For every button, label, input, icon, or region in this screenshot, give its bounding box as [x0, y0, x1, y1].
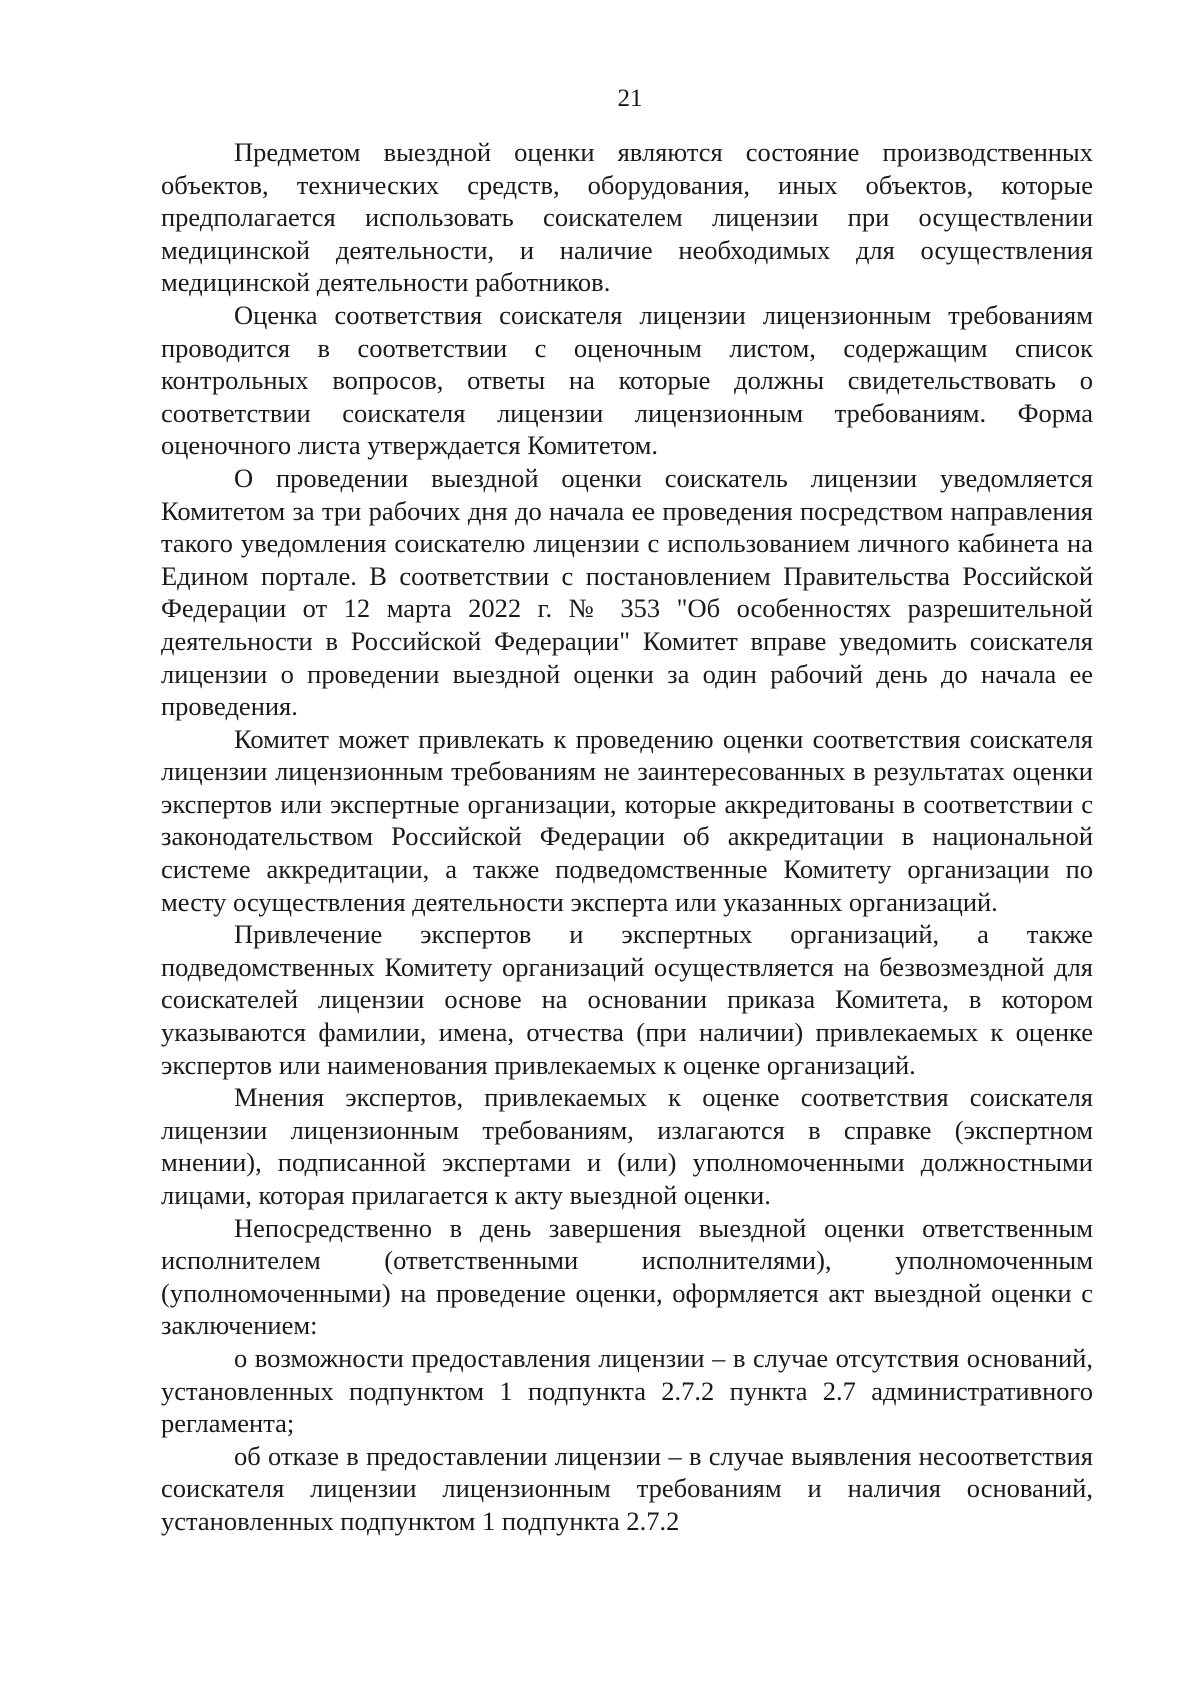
paragraph-notification: О проведении выездной оценки соискатель лицензии уведомляется Комитетом за три рабочих дня до начала ее проведения посредством направления такого уведомления соискателю лицензии с использованием личного кабинета на Едином портале. В соответствии с постановлением Правительства Российской Федерации от 12 марта 2022 г. № 353 "Об особенностях разрешительной деятельности в Российской Федерации" Комитет вправе уведомить соискателя лицензии о проведении выездной оценки за один рабочий день до начала ее проведения.: [161, 462, 1093, 722]
document-body: [161, 136, 1093, 1538]
page-number: 21: [617, 85, 643, 112]
paragraph-evaluation-sheet: Оценка соответствия соискателя лицензии лицензионным требованиям проводится в соответствии с оценочным листом, содержащим список контрольных вопросов, ответы на которые должны свидетельствовать о соответствии соискателя лицензии лицензионным требованиям. Форма оценочного листа утверждается Комитетом.: [161, 299, 1093, 461]
paragraph-experts-order: Привлечение экспертов и экспертных организаций, а также подведомственных Комитету организаций осуществляется на безвозмездной для соискателей лицензии основе на основании приказа Комитета, в котором указываются фамилии, имена, отчества (при наличии) привлекаемых к оценке экспертов или наименования привлекаемых к оценке организаций.: [161, 919, 1093, 1080]
paragraph-license-grant: о возможности предоставления лицензии – в случае отсутствия оснований, установленных подпунктом 1 подпункта 2.7.2 пункта 2.7 административного регламента;: [161, 1342, 1093, 1439]
paragraph-expert-opinions: Мнения экспертов, привлекаемых к оценке соответствия соискателя лицензии лицензионным требованиям, излагаются в справке (экспертном мнении), подписанной экспертами и (или) уполномоченными должностными лицами, которая прилагается к акту выездной оценки.: [161, 1082, 1093, 1210]
paragraph-license-refusal: об отказе в предоставлении лицензии – в случае выявления несоответствия соискателя лицензии лицензионным требованиям и наличия оснований, установленных подпунктом 1 подпункта 2.7.2: [161, 1440, 1093, 1536]
paragraph-subject-of-assessment: Предметом выездной оценки являются состояние производственных объектов, технических средств, оборудования, иных объектов, которые предполагается использовать соискателем лицензии при осуществлении медицинской деятельности, и наличие необходимых для осуществления медицинской деятельности работников.: [161, 137, 1093, 298]
paragraph-assessment-act: Непосредственно в день завершения выездной оценки ответственным исполнителем (ответственными исполнителями), уполномоченным (уполномоченными) на проведение оценки, оформляется акт выездной оценки с заключением:: [161, 1212, 1093, 1341]
paragraph-experts-involvement: Комитет может привлекать к проведению оценки соответствия соискателя лицензии лицензионным требованиям не заинтересованных в результатах оценки экспертов или экспертные организации, которые аккредитованы в соответствии с законодательством Российской Федерации об аккредитации в национальной системе аккредитации, а также подведомственные Комитету организации по месту осуществления деятельности эксперта или указанных организаций.: [161, 723, 1093, 917]
